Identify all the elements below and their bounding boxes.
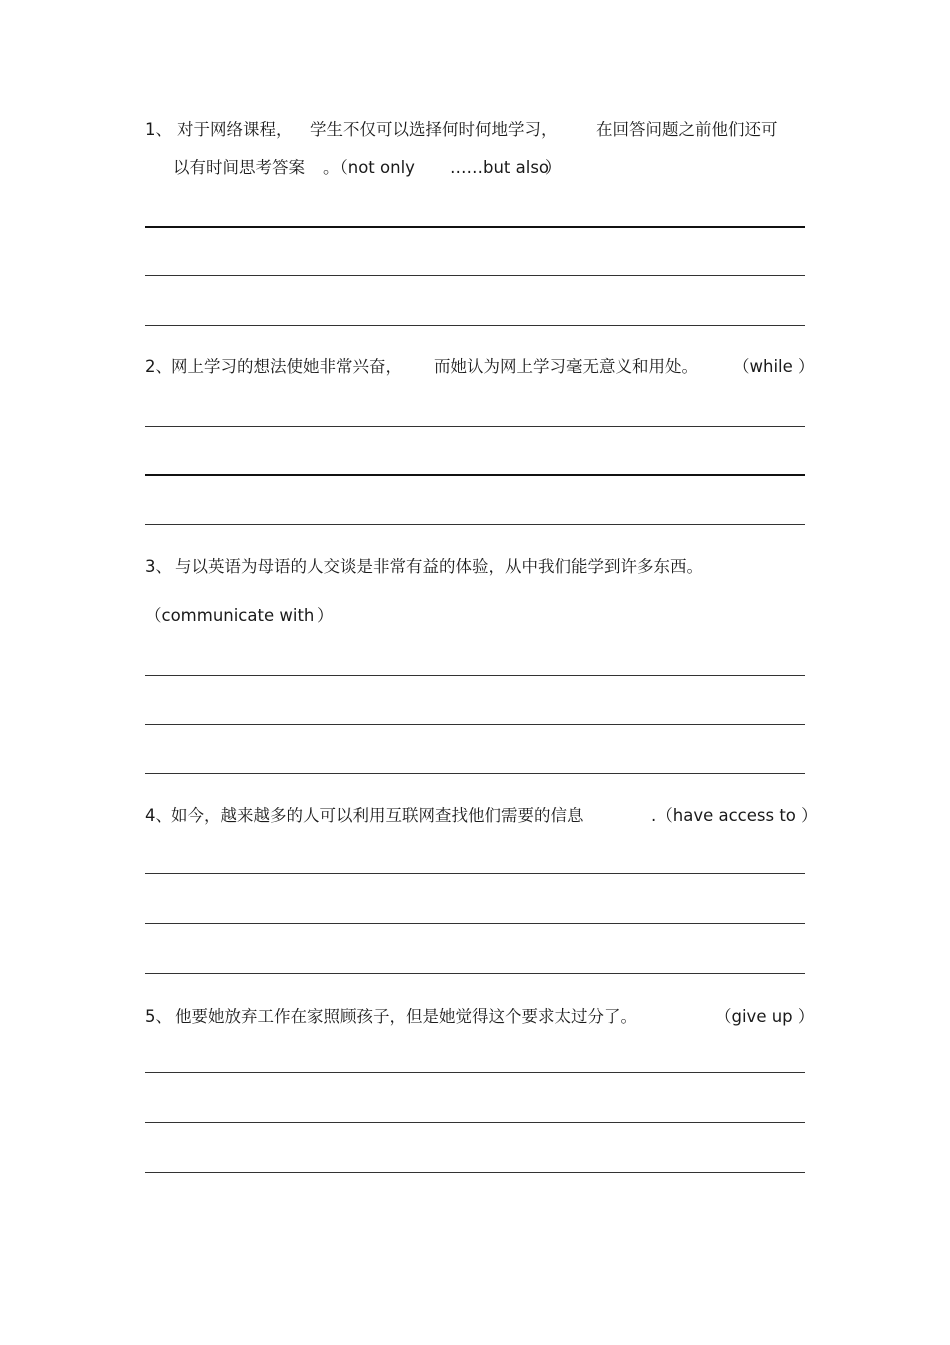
question-text: 他要她放弃工作在家照顾孩子，但是她觉得这个要求太过分了。: [175, 1007, 637, 1026]
hint-text: ）: [545, 158, 562, 177]
hint-text: .（have access to ）: [651, 806, 818, 825]
answer-line[interactable]: [145, 923, 805, 924]
question-number: 3、: [145, 557, 172, 576]
answer-line[interactable]: [145, 724, 805, 725]
answer-line[interactable]: [145, 1122, 805, 1123]
answer-line[interactable]: [145, 474, 805, 476]
hint-text: ）: [317, 606, 334, 625]
question-text: 网上学习的想法使她非常兴奋，: [171, 357, 402, 376]
question-text: 以有时间思考答案: [173, 158, 305, 177]
question-number: 2、: [145, 357, 172, 376]
question-number: 4、: [145, 806, 172, 825]
question-number: 1、: [145, 120, 172, 139]
question-text: 而她认为网上学习毫无意义和用处。: [434, 357, 698, 376]
question-text: 与以英语为母语的人交谈是非常有益的体验，从中我们能学到许多东西。: [175, 557, 703, 576]
answer-line[interactable]: [145, 325, 805, 326]
answer-line[interactable]: [145, 275, 805, 276]
hint-text: （give up ）: [715, 1007, 815, 1026]
answer-line[interactable]: [145, 426, 805, 427]
answer-line[interactable]: [145, 873, 805, 874]
hint-text: （communicate with: [145, 606, 315, 625]
hint-text: ……but also: [450, 158, 550, 177]
question-text: 对于网络课程，: [177, 120, 293, 139]
question-text: 在回答问题之前他们还可: [596, 120, 778, 139]
question-number: 5、: [145, 1007, 172, 1026]
question-text: 如今，越来越多的人可以利用互联网查找他们需要的信息: [171, 806, 584, 825]
answer-line[interactable]: [145, 773, 805, 774]
answer-line[interactable]: [145, 1072, 805, 1073]
answer-line[interactable]: [145, 524, 805, 525]
answer-line[interactable]: [145, 973, 805, 974]
answer-line[interactable]: [145, 1172, 805, 1173]
answer-line[interactable]: [145, 226, 805, 228]
question-text: 学生不仅可以选择何时何地学习，: [310, 120, 558, 139]
answer-line[interactable]: [145, 675, 805, 676]
hint-text: 。（not only: [323, 158, 415, 177]
hint-text: （while ）: [733, 357, 815, 376]
